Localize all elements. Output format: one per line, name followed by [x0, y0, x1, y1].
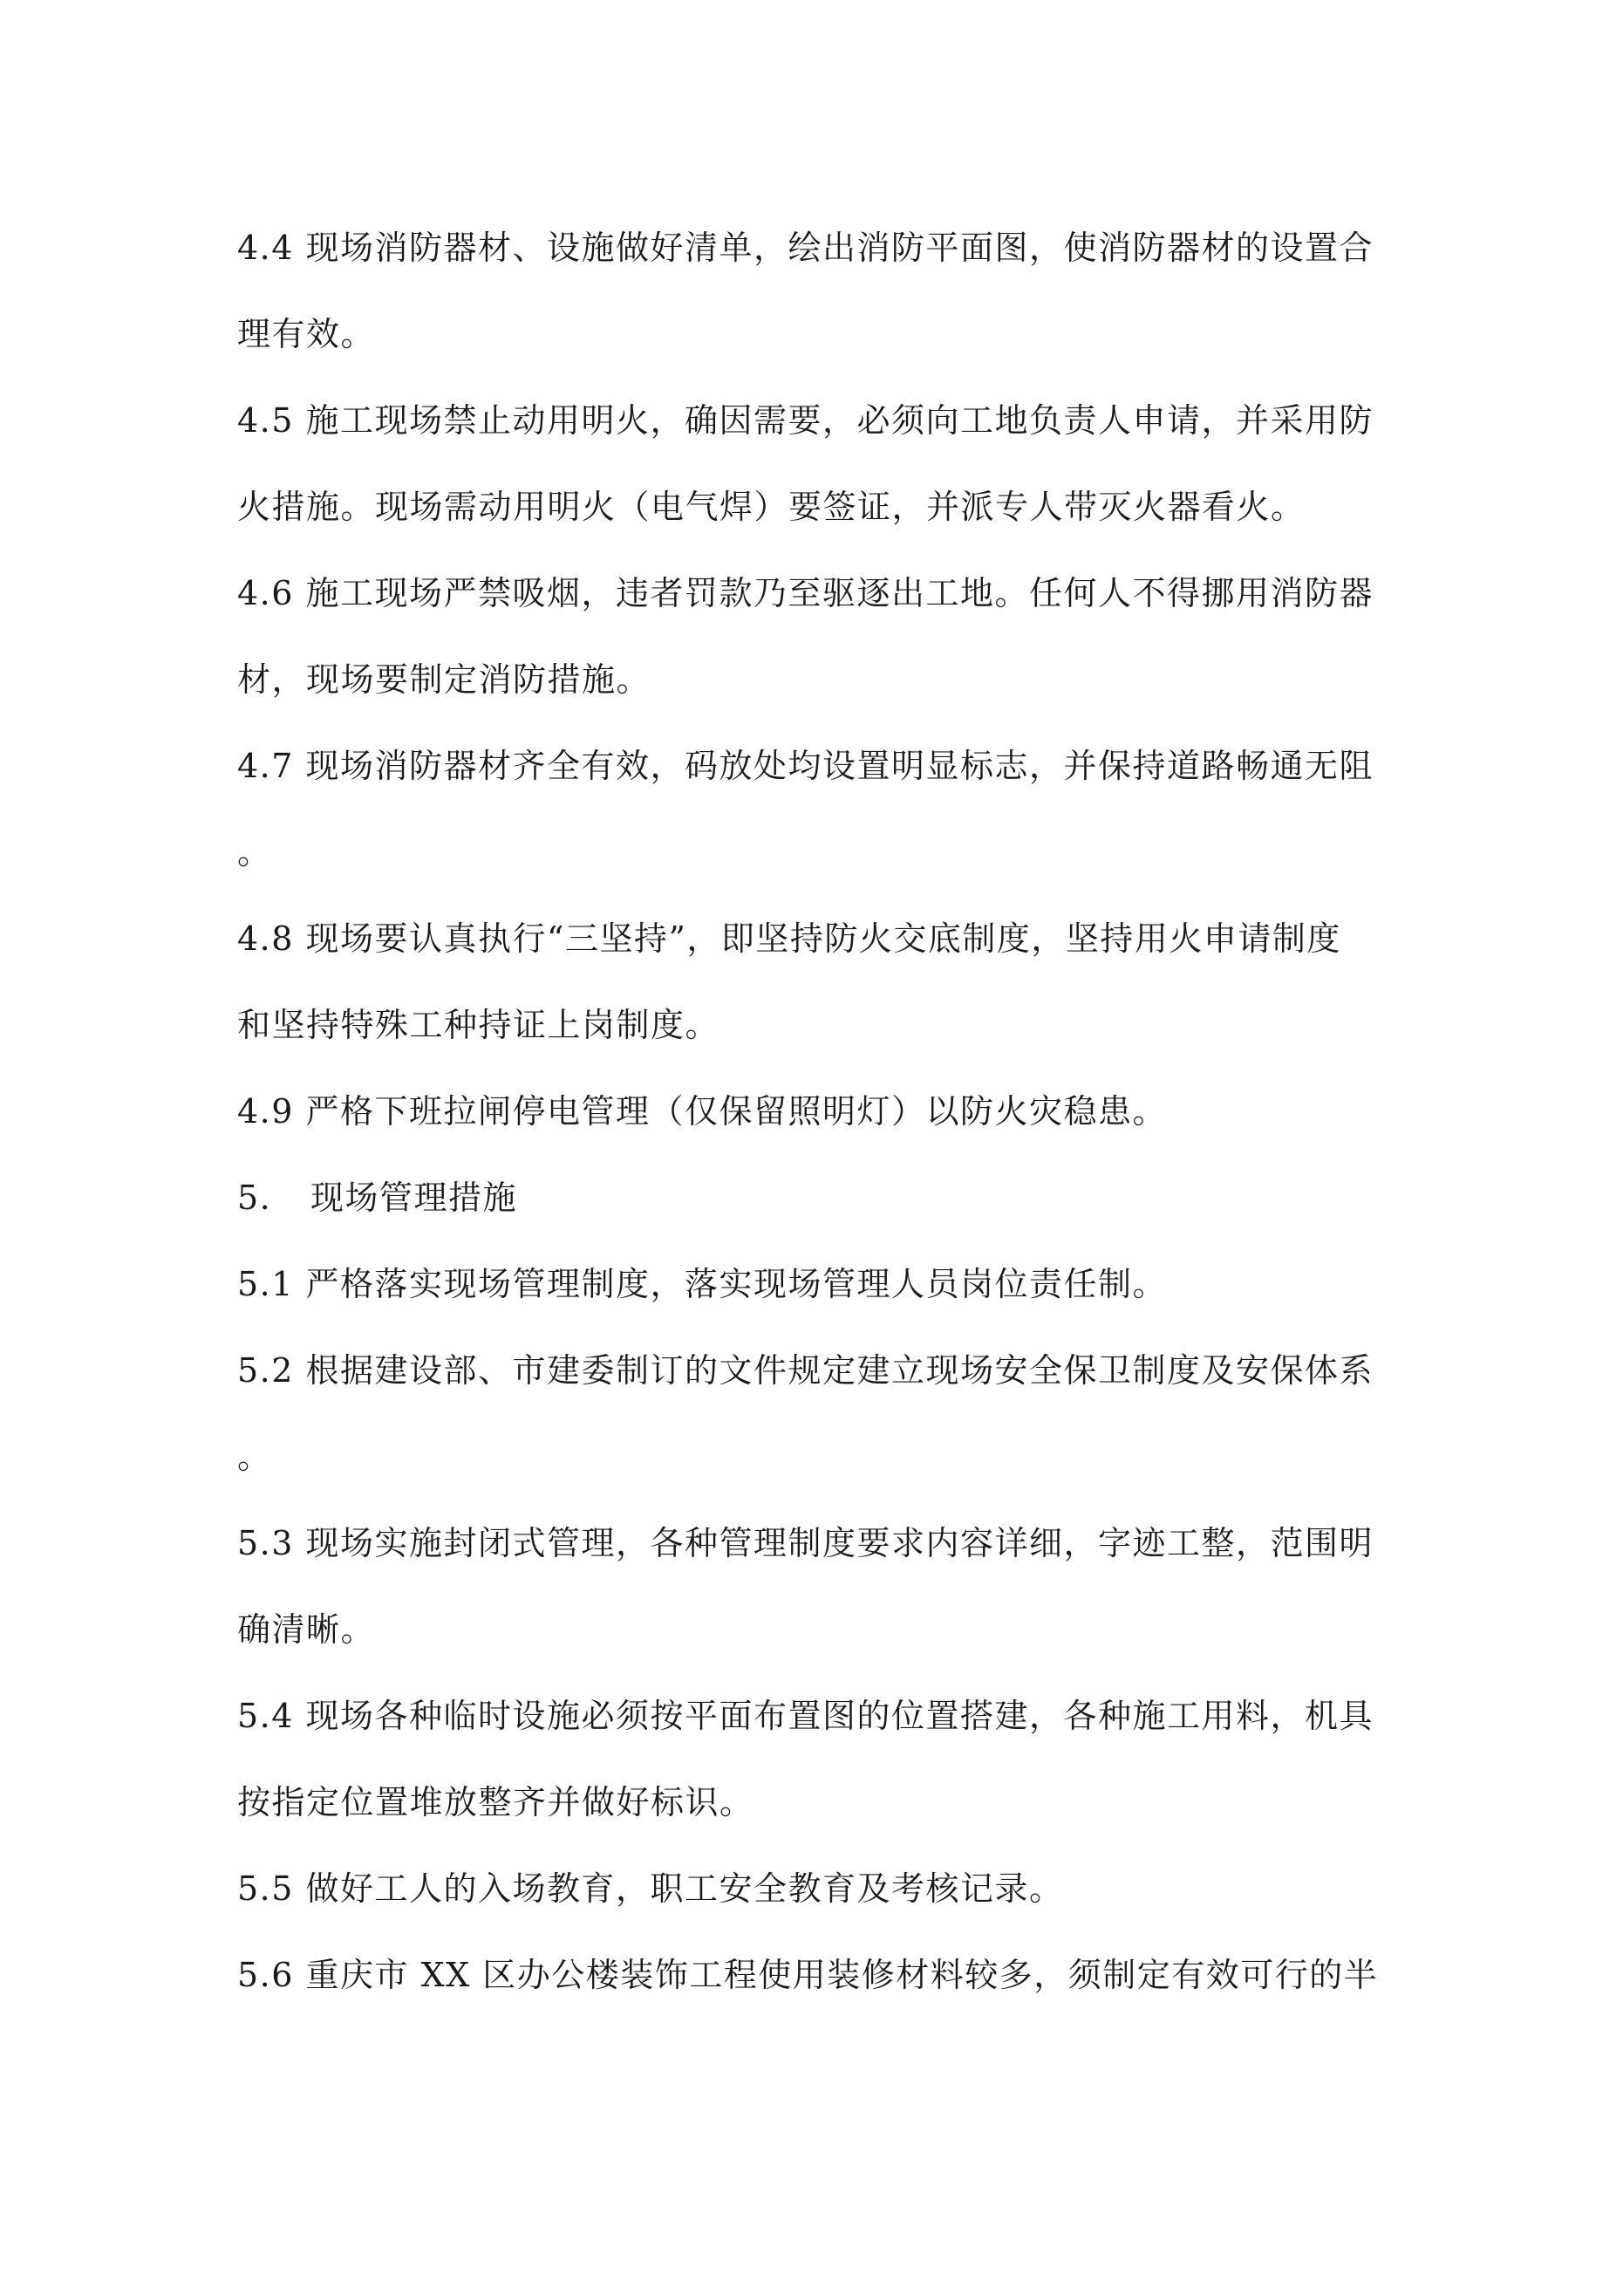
paragraph-line: 4.6 施工现场严禁吸烟，违者罚款乃至驱逐出工地。任何人不得挪用消防器 [237, 574, 1374, 612]
section-number: 5. [237, 1179, 272, 1217]
paragraph-line: 材，现场要制定消防措施。 [237, 660, 651, 699]
paragraph-line: 火措施。现场需动用明火（电气焊）要签证，并派专人带灭火器看火。 [237, 488, 1306, 526]
paragraph-line: 。 [237, 833, 272, 871]
paragraph-line: 4.5 施工现场禁止动用明火，确因需要，必须向工地负责人申请，并采用防 [237, 401, 1374, 440]
document-body [237, 205, 1406, 2019]
paragraph-line: 4.4 现场消防器材、设施做好清单，绘出消防平面图，使消防器材的设置合 [237, 229, 1374, 267]
paragraph-line: 5.1 严格落实现场管理制度，落实现场管理人员岗位责任制。 [237, 1265, 1168, 1303]
section-title: 现场管理措施 [310, 1179, 518, 1217]
paragraph-line: 5.5 做好工人的入场教育，职工安全教育及考核记录。 [237, 1869, 1064, 1908]
paragraph-line: 4.8 现场要认真执行“三坚持”，即坚持防火交底制度，坚持用火申请制度 [237, 919, 1341, 958]
section-heading [237, 1155, 1406, 1241]
paragraph-line: 。 [237, 1438, 272, 1476]
paragraph-line: 理有效。 [237, 315, 376, 353]
paragraph-line: 4.9 严格下班拉闸停电管理（仅保留照明灯）以防火灾稳患。 [237, 1092, 1168, 1131]
paragraph-line: 5.4 现场各种临时设施必须按平面布置图的位置搭建，各种施工用料，机具 [237, 1697, 1374, 1735]
paragraph-line: 和坚持特殊工种持证上岗制度。 [237, 1006, 720, 1044]
paragraph-line: 5.3 现场实施封闭式管理，各种管理制度要求内容详细，字迹工整，范围明 [237, 1524, 1374, 1562]
paragraph-line: 按指定位置堆放整齐并做好标识。 [237, 1783, 754, 1821]
paragraph-line: 4.7 现场消防器材齐全有效，码放处均设置明显标志，并保持道路畅通无阻 [237, 747, 1374, 785]
paragraph-line: 5.2 根据建设部、市建委制订的文件规定建立现场安全保卫制度及安保体系 [237, 1351, 1374, 1390]
paragraph-line: 5.6 重庆市 XX 区办公楼装饰工程使用装修材料较多，须制定有效可行的半 [237, 1956, 1379, 1994]
paragraph-line: 确清晰。 [237, 1610, 376, 1649]
